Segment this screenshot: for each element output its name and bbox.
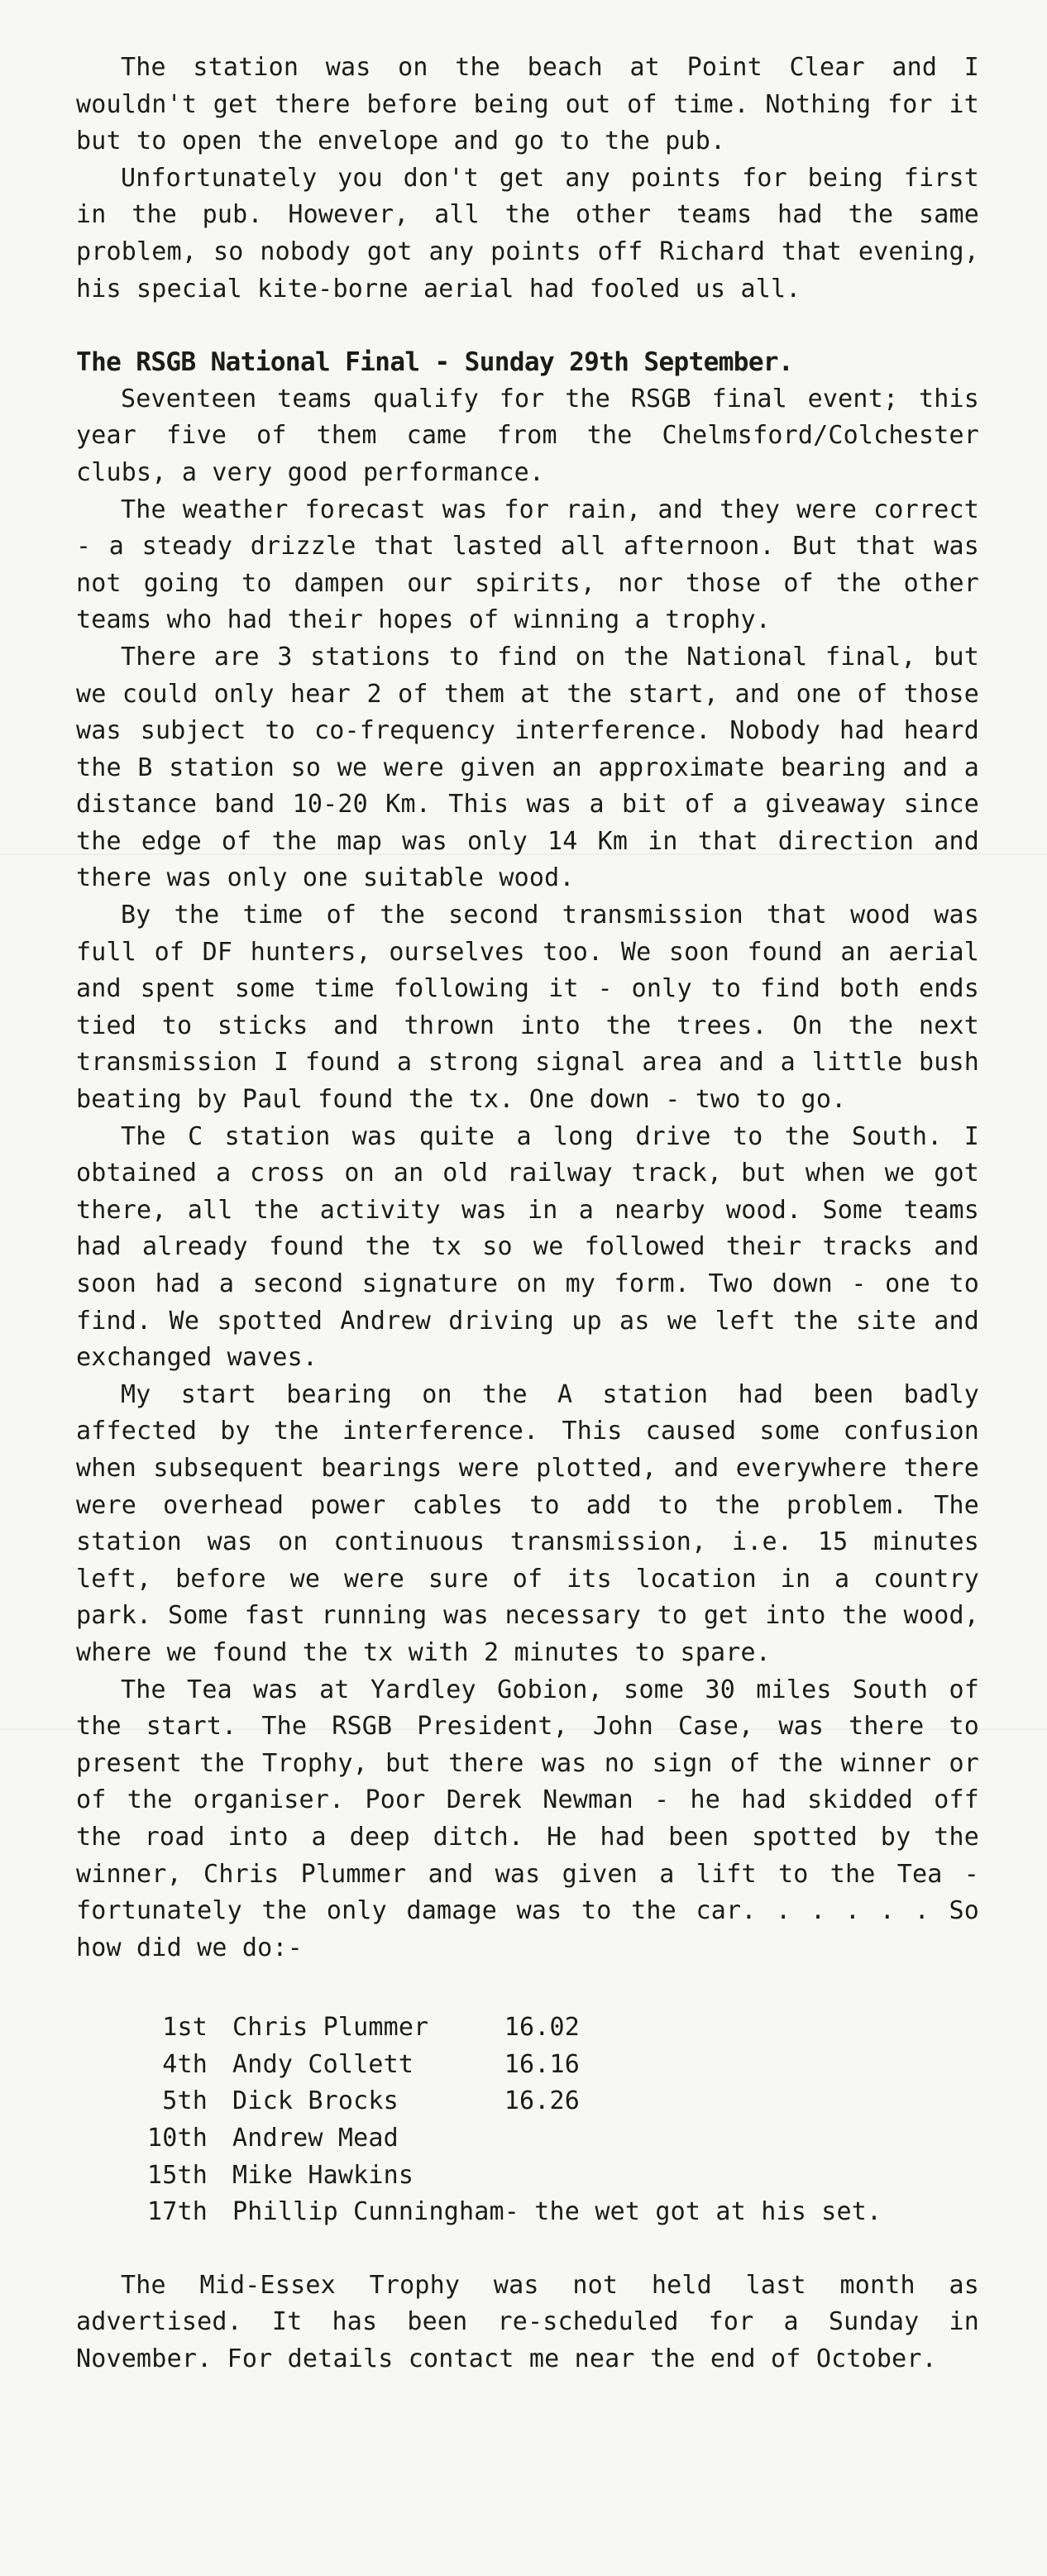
results-table (147, 2010, 882, 2231)
intro-paragraph-2: Unfortunately you don't get any points for being first in the pub. However, all the other teams had the same problem, so nobody got any points off Richard that evening, his special kite-borne aerial had fooled us all. (76, 163, 979, 303)
section-paragraph-7: The Tea was at Yardley Gobion, some 30 miles South of the start. The RSGB President, John Case, was there to present the Trophy, but there was no sign of the winner or of the organiser. Poor Derek Newman - he had skidded off the road into a deep ditch. He had been spotted by the winner, Chris Plummer and was given a lift to the Tea - fortunately the only damage was to the car. . . . . . So how did we do:- (76, 1675, 979, 1962)
result-position: 4th (162, 2049, 208, 2079)
result-position: 15th (147, 2160, 208, 2190)
result-position: 10th (147, 2124, 208, 2153)
results-row (147, 2010, 882, 2047)
result-name: Mike Hawkins (232, 2160, 414, 2190)
closing-paragraph: The Mid-Essex Trophy was not held last month as advertised. It has been re-scheduled for a Sunday in November. For details contact me near the end of October. (76, 2270, 979, 2374)
result-value (504, 2120, 882, 2158)
result-name: Phillip Cunningham (232, 2197, 504, 2227)
result-value (504, 2158, 882, 2195)
results-row (147, 2120, 882, 2158)
results-row (147, 2083, 882, 2120)
result-value: 16.26 (504, 2086, 581, 2116)
results-row (147, 2047, 882, 2084)
section-paragraph-4: By the time of the second transmission that wood was full of DF hunters, ourselves too. We soon found an aerial and spent some time following it - only to find both ends tied to sticks and thrown into the trees. On the next transmission I found a strong signal area and a little bush beating by Paul found the tx. One down - two to go. (76, 901, 979, 1115)
section-paragraph-1: Seventeen teams qualify for the RSGB final event; this year five of them came from the Chelmsford/Colchester clubs, a very good performance. (76, 384, 979, 487)
result-name: Andrew Mead (232, 2124, 399, 2153)
result-position: 1st (162, 2013, 208, 2043)
section-paragraph-6: My start bearing on the A station had been badly affected by the interference. This caused some confusion when subsequent bearings were plotted, and everywhere there were overhead power cables to add to the problem. The station was on continuous transmission, i.e. 15 minutes left, before we were sure of its location in a country park. Some fast running was necessary to get into the wood, where we found the tx with 2 minutes to spare. (76, 1379, 979, 1667)
intro-paragraph-1: The station was on the beach at Point Clear and I wouldn't get there before being out of time. Nothing for it but to open the envelope and go to the pub. (76, 53, 979, 156)
result-position: 17th (147, 2197, 208, 2227)
result-name: Chris Plummer (232, 2013, 429, 2043)
results-row (147, 2194, 882, 2231)
result-position: 5th (162, 2086, 208, 2116)
section-paragraph-2: The weather forecast was for rain, and they were correct - a steady drizzle that lasted all afternoon. But that was not going to dampen our spirits, nor those of the other teams who had their hopes of winning a trophy. (76, 495, 979, 635)
result-value: 16.02 (504, 2013, 581, 2043)
section-paragraph-5: The C station was quite a long drive to the South. I obtained a cross on an old railway track, but when we got there, all the activity was in a nearby wood. Some teams had already found the tx so we followed their tracks and soon had a second signature on my form. Two down - one to find. We spotted Andrew driving up as we left the site and exchanged waves. (76, 1121, 979, 1373)
result-value: - the wet got at his set. (504, 2197, 882, 2227)
document-page (76, 50, 979, 2378)
section-paragraph-3: There are 3 stations to find on the National final, but we could only hear 2 of them at the start, and one of those was subject to co-frequency interference. Nobody had heard the B station so we were given an approximate bearing and a distance band 10-20 Km. This was a bit of a giveaway since the edge of the map was only 14 Km in that direction and there was only one suitable wood. (76, 642, 979, 893)
result-name: Dick Brocks (232, 2086, 399, 2116)
section-heading: The RSGB National Final - Sunday 29th September. (76, 347, 794, 378)
result-name: Andy Collett (232, 2049, 414, 2079)
results-row (147, 2158, 882, 2195)
result-value: 16.16 (504, 2049, 581, 2079)
